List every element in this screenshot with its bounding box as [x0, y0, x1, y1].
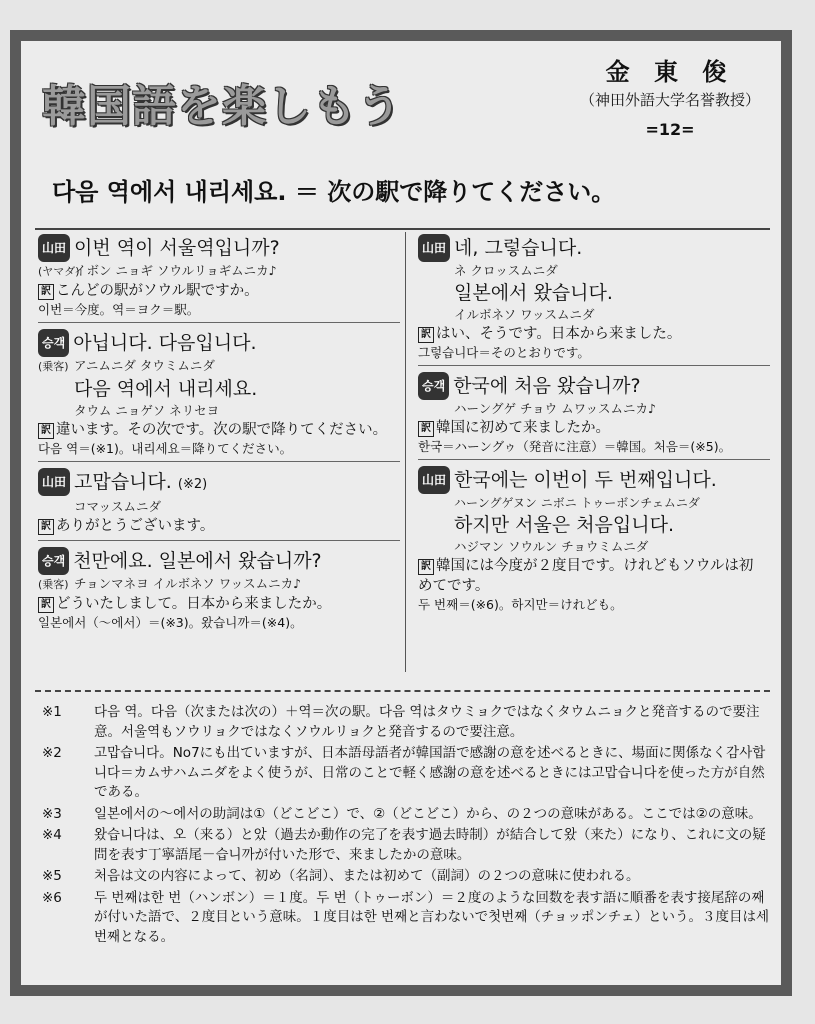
- footnote: [42, 703, 770, 742]
- right-column: [418, 232, 770, 617]
- footnotes: [42, 703, 770, 949]
- korean-line: 한국에 처음 왔습니까?: [453, 375, 641, 397]
- dialogue-block: [38, 545, 400, 635]
- footnote-ref: (※2): [177, 477, 208, 492]
- pronunciation: ハーングゲ チョウ ムワッスムニカ♪: [454, 401, 656, 416]
- vocab-note: 두 번째＝(※6)。하지만＝けれども。: [418, 597, 623, 612]
- pronunciation: アニムニダ タウミムニダ: [74, 358, 215, 373]
- translation-mark: 訳: [418, 559, 434, 575]
- author-block: [575, 52, 765, 139]
- korean-line: 하지만 서울은 처음입니다.: [454, 514, 675, 536]
- footnote-text: 고맙습니다。No7にも出ていますが、日本語母語者が韓国語で感謝の意を述べるときに、場面に関係なく감사합니다＝カムサハムニダをよく使うが、日常のことで軽く感謝の意を述べるときには고맙습니다を使った方が自然である。: [94, 745, 766, 800]
- notes-divider: [35, 690, 770, 692]
- dialogue-block: [38, 466, 400, 541]
- footnote-text: 처음は文の内容によって、初め（名詞）、または初めて（副詞）の２つの意味に使われる。: [94, 868, 640, 884]
- speaker-label: (ヤマダ): [38, 265, 80, 278]
- translation-mark: 訳: [38, 597, 54, 613]
- pronunciation: イルボネソ ワッスムニダ: [454, 307, 595, 322]
- translation: こんどの駅がソウル駅ですか。: [56, 283, 259, 299]
- footnote: [42, 889, 770, 948]
- dialogue-block: [38, 232, 400, 323]
- speaker-badge: 山田: [418, 234, 450, 262]
- pronunciation: イボン ニョギ ソウルリョギムニカ♪: [74, 263, 277, 278]
- translation: どういたしまして。日本から来ましたか。: [56, 596, 332, 612]
- speaker-badge: 山田: [38, 234, 70, 262]
- column-title: 韓国語を楽しもう: [42, 81, 402, 132]
- footnote: [42, 867, 770, 887]
- column-divider: [405, 232, 406, 672]
- pronunciation: ハジマン ソウルン チョウミムニダ: [454, 539, 649, 554]
- speaker-badge: 승객: [418, 372, 449, 400]
- left-column: [38, 232, 400, 635]
- vocab-note: 한국＝ハーングゥ（発音に注意）＝韓国。처음＝(※5)。: [418, 439, 732, 454]
- footnote-text: 두 번째は한 번（ハンボン）＝１度。두 번（トゥーボン）＝２度のような回数を表す語に順番を表す接尾辞の째が付いた語で、２度目という意味。１度目は한 번째と言わないで첫번째（チョッポンチェ）という。３度目は세 번째となる。: [94, 889, 769, 945]
- speaker-badge: 山田: [418, 466, 450, 494]
- footnote: [42, 826, 770, 865]
- footnote-text: 왔습니다は、오（来る）と았（過去か動作の完了を表す過去時制）が結合して왔（来た）になり、これに文の疑問を表す丁寧語尾－습니까が付いた形で、来ましたかの意味。: [94, 827, 766, 863]
- author-affiliation: （神田外語大学名誉教授）: [579, 91, 760, 109]
- dialogue-block: [38, 327, 400, 462]
- translation: 違います。その次です。次の駅で降りてください。: [56, 422, 388, 438]
- translation: はい、そうです。日本から来ました。: [436, 326, 682, 342]
- korean-line: 네, 그렇습니다.: [454, 237, 583, 259]
- vocab-note: 다음 역＝(※1)。내리세요＝降りてください。: [38, 441, 293, 456]
- korean-line: 이번 역이 서울역입니까?: [74, 237, 280, 259]
- translation-mark: 訳: [38, 284, 54, 300]
- footnote-text: 다음 역。다음（次または次の）＋역＝次の駅。다음 역はタウミョクではなくタウムニョクと発音するので要注意。서울역もソウリョクではなくソウルリョクと発音するので要注意。: [94, 704, 760, 740]
- vocab-note: 일본에서（～에서）＝(※3)。왔습니까＝(※4)。: [38, 615, 303, 630]
- footnote-mark: ※3: [42, 805, 62, 822]
- author-name: 金 東 俊: [605, 57, 735, 86]
- translation-mark: 訳: [38, 519, 54, 535]
- footnote: [42, 744, 770, 803]
- dialogue-block: [418, 370, 770, 460]
- divider: [35, 228, 770, 230]
- korean-line: 다음 역에서 내리세요.: [74, 378, 258, 400]
- footnote-text: 일본에서の～에서の助詞は①（どこどこ）で、②（どこどこ）から、の２つの意味がある。ここでは②の意味。: [94, 805, 762, 822]
- speaker-label: (乗客): [38, 578, 69, 591]
- korean-line: 천만에요. 일본에서 왔습니까?: [73, 550, 322, 572]
- speaker-badge: 山田: [38, 468, 70, 496]
- korean-line: 아닙니다. 다음입니다.: [73, 332, 257, 354]
- footnote-mark: ※6: [42, 889, 62, 906]
- translation-mark: 訳: [418, 421, 434, 437]
- dialogue-block: [418, 464, 770, 617]
- translation: ありがとうございます。: [56, 518, 215, 534]
- translation-mark: 訳: [418, 327, 434, 343]
- pronunciation: チョンマネヨ イルボネソ ワッスムニカ♪: [74, 576, 302, 591]
- footnote-mark: ※4: [42, 827, 62, 843]
- footnote-mark: ※2: [42, 745, 62, 761]
- translation: 韓国に初めて来ましたか。: [436, 420, 610, 436]
- pronunciation: ハーングゲヌン ニボニ トゥーボンチェムニダ: [454, 496, 700, 510]
- dialogue-block: [418, 232, 770, 366]
- speaker-badge: 승객: [38, 329, 69, 357]
- footnote: [42, 805, 770, 825]
- vocab-note: 그렇습니다＝そのとおりです。: [418, 345, 590, 360]
- lesson-headline: 다음 역에서 내리세요. ＝ 次の駅で降りてください。: [52, 178, 616, 206]
- issue-number: =12=: [645, 120, 695, 139]
- korean-line: 한국에는 이번이 두 번째입니다.: [454, 469, 717, 491]
- pronunciation: コマッスムニダ: [74, 499, 162, 514]
- footnote-mark: ※1: [42, 704, 62, 720]
- korean-line: 일본에서 왔습니다.: [454, 282, 613, 304]
- translation: 韓国には今度が２度目です。けれどもソウルは初めてです。: [418, 558, 754, 594]
- korean-line: 고맙습니다.: [74, 471, 172, 493]
- speaker-badge: 승객: [38, 547, 69, 575]
- speaker-label: (乗客): [38, 360, 69, 373]
- vocab-note: 이번＝今度。역＝ヨク＝駅。: [38, 302, 200, 317]
- footnote-mark: ※5: [42, 868, 62, 884]
- pronunciation: タウム ニョゲソ ネリセヨ: [74, 403, 220, 418]
- pronunciation: ネ クロッスムニダ: [454, 263, 558, 278]
- translation-mark: 訳: [38, 423, 54, 439]
